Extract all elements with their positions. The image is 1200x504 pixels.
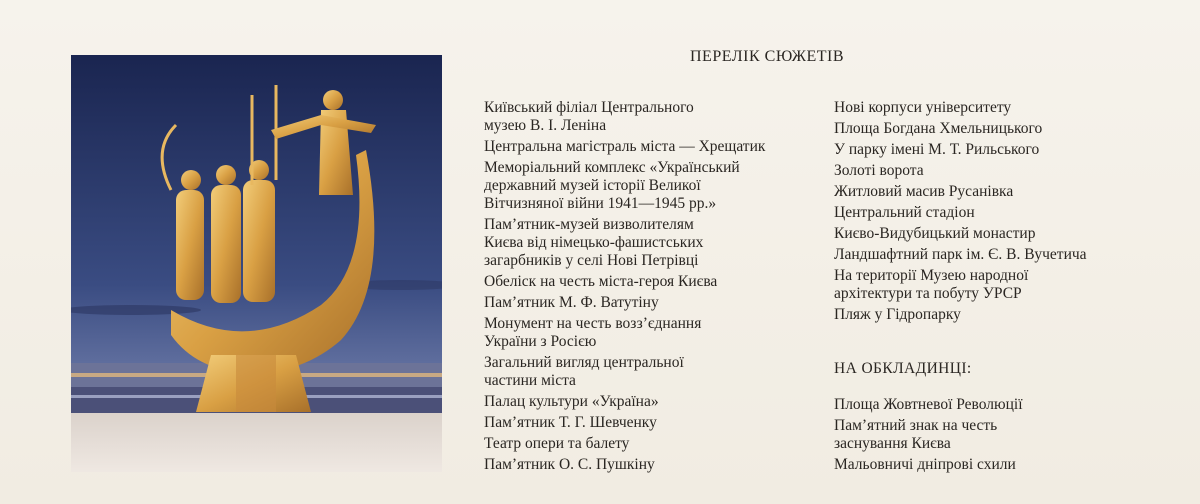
list-item: Ландшафтний парк ім. Є. В. Вучетича [834,246,1087,263]
monument-photo [71,55,442,472]
list-item: Нові корпуси університету [834,99,1012,116]
list-item: Площа Жовтневої Революції [834,396,1023,413]
list-item: На території Музею народної архітектури та побуту УРСР [834,267,1029,302]
list-item: Золоті ворота [834,162,924,179]
list-item: Центральний стадіон [834,204,975,221]
list-item: Пляж у Гідропарку [834,306,961,323]
cover-heading: НА ОБКЛАДИНЦІ: [834,360,972,377]
list-item: Обеліск на честь міста-героя Києва [484,273,718,290]
list-item: Загальний вигляд центральної частини міста [484,354,684,389]
list-item: Мальовничі дніпрові схили [834,456,1016,473]
list-item: Пам’ятник Т. Г. Шевченку [484,414,657,431]
list-item: Пам’ятник М. Ф. Ватутіну [484,294,659,311]
list-item: Меморіальний комплекс «Український державний музей історії Великої Вітчизняної війни 1941—1945 рр.» [484,159,740,212]
list-item: Пам’ятник-музей визволителям Києва від німецько-фашистських загарбників у селі Нові Петрівці [484,216,704,269]
list-heading: ПЕРЕЛІК СЮЖЕТІВ [690,48,845,65]
list-item: Житловий масив Русанівка [834,183,1014,200]
list-item: Палац культури «Україна» [484,393,659,410]
list-item: Монумент на честь возз’єднання України з Росією [484,315,702,350]
subjects-list-left [484,99,814,477]
list-item: Центральна магістраль міста — Хрещатик [484,138,766,155]
list-item: У парку імені М. Т. Рильського [834,141,1040,158]
cover-list [834,396,1154,477]
list-item: Площа Богдана Хмельницького [834,120,1043,137]
subjects-list-right [834,99,1154,327]
list-item: Києво-Видубицький монастир [834,225,1036,242]
list-item: Пам’ятник О. С. Пушкіну [484,456,655,473]
monument-illustration [71,55,442,472]
list-item: Театр опери та балету [484,435,630,452]
list-item: Пам’ятний знак на честь заснування Києва [834,417,998,452]
list-item: Київський філіал Центрального музею В. І. Леніна [484,99,694,134]
